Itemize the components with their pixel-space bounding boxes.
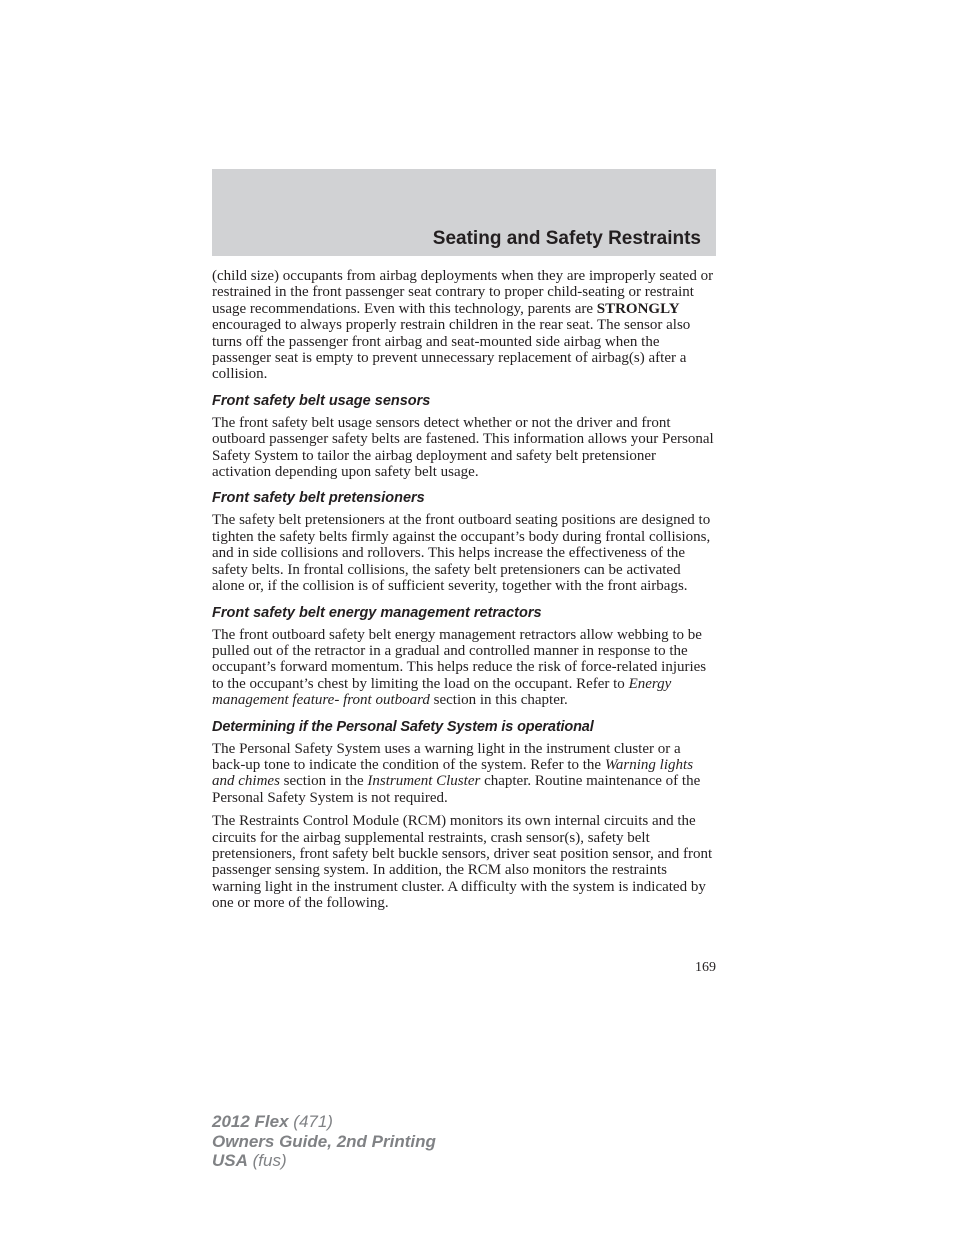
usage-sensors-heading: Front safety belt usage sensors xyxy=(212,392,431,409)
section-header-band xyxy=(212,169,716,256)
operational-paragraph-2: The Restraints Control Module (RCM) monitors its own internal circuits and the circuits for the airbag supplemental restraints, crash sensor(s), safety belt pretensioners, front safety belt buckle sensors, driver seat position sensor, and front passenger sensing system. In addition, the RCM also monitors the restraints warning light in the instrument cluster. A difficulty with the system is indicated by one or more of the following. xyxy=(212,813,713,912)
operational-heading: Determining if the Personal Safety System is operational xyxy=(212,718,594,735)
retractors-paragraph xyxy=(212,627,716,709)
footer-model: 2012 Flex xyxy=(212,1112,289,1131)
operational-text-start: The Personal Safety System uses a warning light in the instrument cluster or a back-up tone to indicate the condition of the system. Refer to the xyxy=(212,740,681,773)
operational-text-middle: section in the xyxy=(279,773,368,790)
retractors-text-start: The front outboard safety belt energy management retractors allow webbing to be pulled out of the retractor in a gradual and controlled manner in response to the occupant’s forward momentum. This helps reduce the risk of force-related injuries to the occupant’s chest by limiting the load on the occupant. Refer to xyxy=(212,626,707,692)
retractors-text-end: section in this chapter. xyxy=(429,692,568,709)
pretensioners-paragraph: The safety belt pretensioners at the front outboard seating positions are designed to tighten the safety belts firmly against the occupant’s body during frontal collisions, and in side collisions and rollovers. This helps increase the effectiveness of the safety belts. In frontal collisions, the safety belt pretensioners can be activated alone or, if the collision is of sufficient severity, together with the front airbags. xyxy=(212,512,711,595)
footer-market-code: (fus) xyxy=(247,1151,287,1170)
operational-text-end: chapter. Routine maintenance of the Personal Safety System is not required. xyxy=(212,773,701,806)
intro-paragraph xyxy=(212,268,716,383)
footer-model-line xyxy=(212,1112,436,1132)
footer-market: USA xyxy=(212,1151,248,1170)
retractors-heading: Front safety belt energy management retractors xyxy=(212,604,542,621)
strongly-emphasis: STRONGLY xyxy=(596,300,680,317)
footer-market-line xyxy=(212,1151,436,1171)
energy-management-reference: Energy management feature- front outboard xyxy=(212,675,672,709)
operational-paragraph-1 xyxy=(212,741,716,807)
intro-text-end: encouraged to always properly restrain children in the rear seat. The sensor also turns off the passenger front airbag and seat-mounted side airbag when the passenger seat is empty to prevent unnecessary replacement of airbag(s) after a collision. xyxy=(212,317,691,383)
footer-model-code: (471) xyxy=(288,1112,333,1131)
section-title: Seating and Safety Restraints xyxy=(432,228,701,249)
instrument-cluster-reference: Instrument Cluster xyxy=(367,773,481,790)
warning-lights-reference: Warning lights and chimes xyxy=(212,756,694,790)
usage-sensors-paragraph: The front safety belt usage sensors detect whether or not the driver and front outboard passenger safety belts are fastened. This information allows your Personal Safety System to tailor the airbag deployment and safety belt pretensioner activation depending upon safety belt usage. xyxy=(212,414,714,481)
pretensioners-heading: Front safety belt pretensioners xyxy=(212,490,425,507)
footer-printing-line: Owners Guide, 2nd Printing xyxy=(212,1131,436,1151)
document-footer xyxy=(212,1112,436,1171)
page-content xyxy=(212,268,716,919)
intro-text-start: (child size) occupants from airbag deployments when they are improperly seated or restrained in the front passenger seat contrary to proper child-seating or restraint usage recommendations. Even with this technology, parents are xyxy=(212,268,714,317)
page-number: 169 xyxy=(695,960,716,975)
